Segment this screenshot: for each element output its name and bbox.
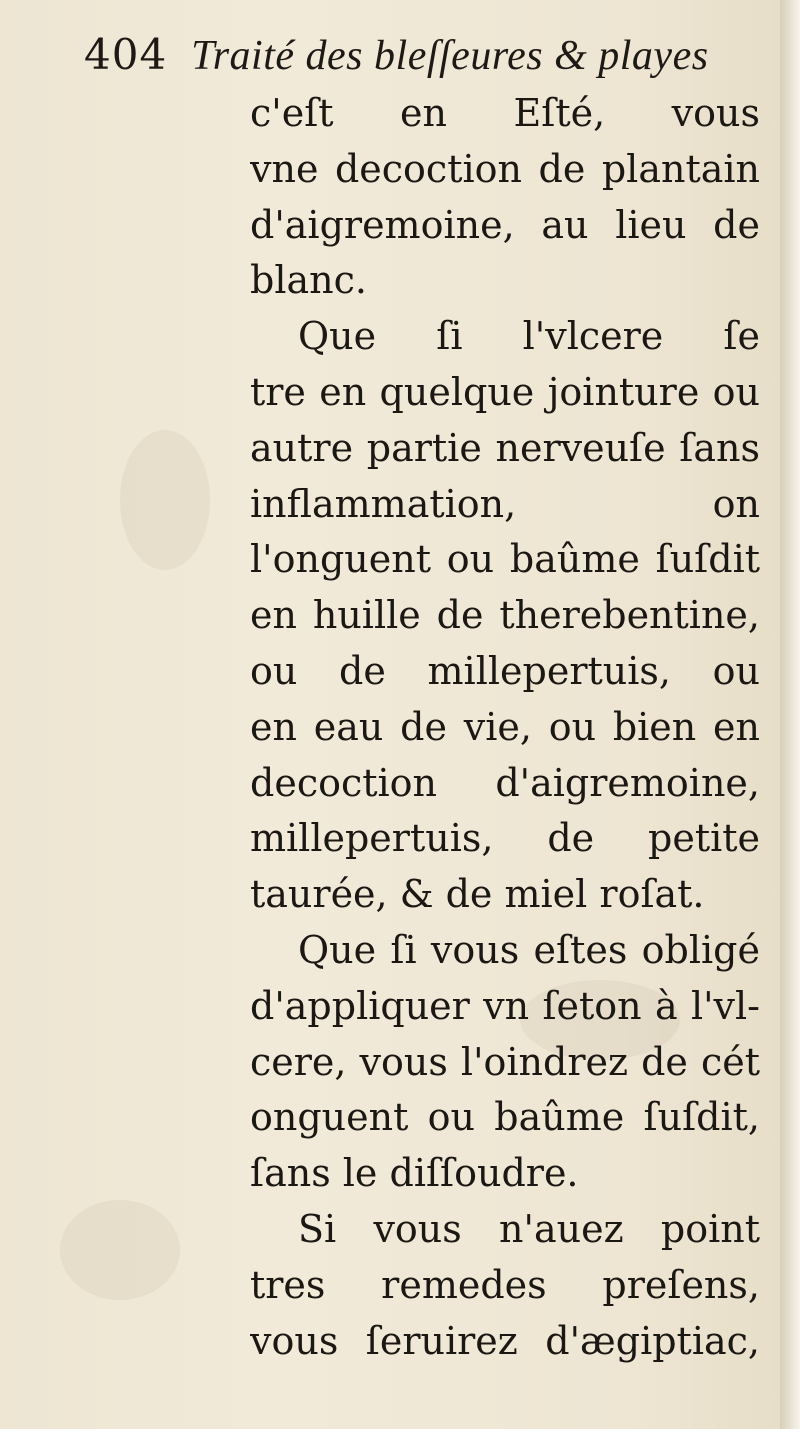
text-line: tres remedes preſens,	[250, 1262, 760, 1307]
page-edge	[780, 0, 800, 1429]
text-line: c'eſt en Eſté, vous	[250, 91, 760, 135]
text-line: Que ſi vous eſtes obligé	[298, 927, 760, 972]
paper-stain	[60, 1200, 180, 1300]
text-line: ou de millepertuis, ou	[250, 648, 760, 693]
paper-stain	[120, 430, 210, 570]
text-line: onguent ou baûme ſuſdit,	[250, 1095, 760, 1140]
text-line: en huille de therebentine,	[250, 593, 760, 638]
text-line: taurée, & de miel roſat.	[250, 872, 705, 917]
paragraph	[250, 1202, 760, 1369]
text-line: cere, vous l'oindrez de cét	[250, 1039, 760, 1084]
text-line: vne decoction de plantain	[250, 146, 760, 191]
text-line: Que ſi l'vlcere ſe	[298, 314, 760, 359]
paragraph	[250, 86, 760, 309]
paragraph	[250, 923, 760, 1202]
paragraph	[250, 309, 760, 923]
running-head: Traité des bleſſeures & playes	[191, 33, 709, 79]
text-line: d'aigremoine, au lieu de	[250, 202, 760, 247]
text-line: vous ſeruirez d'ægiptiac,	[250, 1318, 760, 1363]
text-line: tre en quelque jointure ou	[250, 369, 760, 414]
text-line: decoction d'aigremoine,	[250, 760, 760, 805]
text-line: en eau de vie, ou bien en	[250, 704, 760, 749]
text-line: ſans le diſſoudre.	[250, 1151, 579, 1196]
page-number: 404	[84, 30, 168, 79]
text-line: d'appliquer vn ſeton à l'vl-	[250, 983, 760, 1028]
text-line: millepertuis, de petite	[250, 816, 760, 861]
text-line: autre partie nerveuſe ſans	[250, 425, 760, 470]
text-line: Si vous n'auez point	[298, 1206, 760, 1251]
text-line: inflammation, on	[250, 481, 760, 526]
text-line: l'onguent ou baûme ſuſdit	[250, 537, 760, 582]
text-line: blanc.	[250, 258, 367, 303]
body-text	[250, 86, 760, 1369]
